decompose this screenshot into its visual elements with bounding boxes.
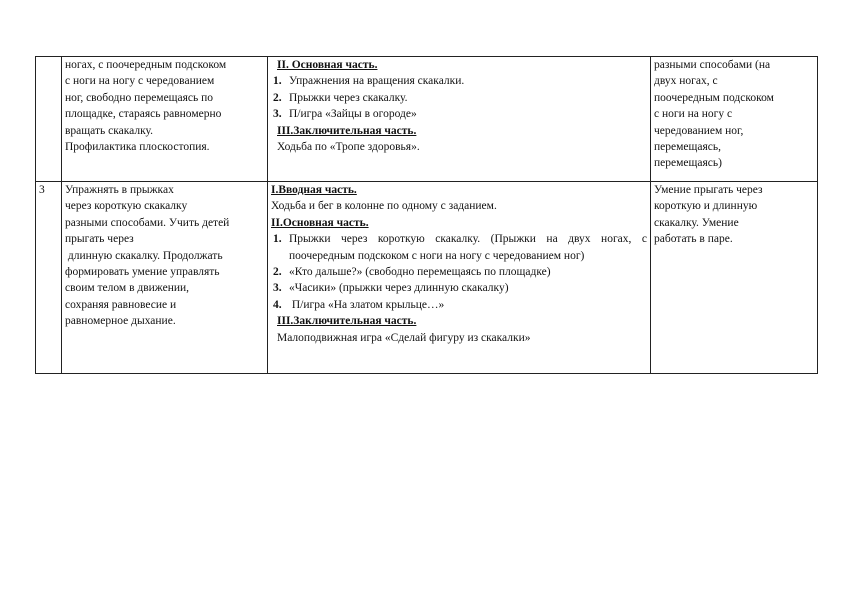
main-items-list: [271, 73, 647, 122]
section-heading-final: III.Заключительная часть.: [277, 124, 417, 137]
result-cell: [651, 57, 818, 182]
table-row: [36, 182, 818, 374]
lesson-plan-table: [35, 56, 818, 374]
goal-line: своим телом в движении,: [65, 282, 190, 295]
section-heading-main: II.Основная часть.: [271, 216, 369, 229]
list-item: [271, 106, 647, 122]
result-line: короткую и длинную: [654, 200, 758, 213]
item-number: 4.: [273, 298, 282, 311]
list-item: [271, 90, 647, 106]
result-line: скакалку. Умение: [654, 216, 739, 229]
list-item: [271, 264, 647, 280]
goal-line: формировать умение управлять: [65, 266, 220, 279]
intro-text: Ходьба и бег в колонне по одному с заданием.: [271, 200, 497, 213]
list-item: [271, 231, 647, 264]
result-line: перемещаясь): [654, 157, 722, 170]
goal-cell: [62, 57, 268, 182]
result-line: с ноги на ногу с: [654, 108, 733, 121]
item-text: П/игра «На златом крыльце…»: [289, 298, 445, 311]
list-item: [271, 280, 647, 296]
item-text: «Кто дальше?» (свободно перемещаясь по площадке): [289, 266, 551, 279]
item-number: 3.: [273, 282, 282, 295]
result-line: Умение прыгать через: [654, 184, 763, 196]
item-text: Прыжки через скакалку.: [289, 91, 408, 104]
item-number: 1.: [273, 75, 282, 88]
goal-line: Профилактика плоскостопия.: [65, 141, 210, 154]
final-text: Ходьба по «Тропе здоровья».: [277, 141, 420, 154]
item-text: Прыжки через короткую скакалку. (Прыжки на двух ногах, с поочередным подскоком с ноги на ногу с чередованием ног): [289, 233, 647, 262]
list-item: [271, 297, 647, 313]
goal-cell: [62, 182, 268, 374]
result-line: работать в паре.: [654, 233, 733, 246]
goal-line: площадке, стараясь равномерно: [65, 108, 222, 121]
goal-line: равномерное дыхание.: [65, 315, 176, 328]
item-number: 2.: [273, 91, 282, 104]
goal-line: ногах, с поочередным подскоком: [65, 59, 227, 71]
table-row: [36, 57, 818, 182]
section-heading-final: III.Заключительная часть.: [277, 315, 417, 328]
item-text: «Часики» (прыжки через длинную скакалку): [289, 282, 509, 295]
result-line: чередованием ног,: [654, 124, 744, 137]
item-number: 3.: [273, 108, 282, 121]
item-number: 2.: [273, 266, 282, 279]
goal-line: вращать скакалку.: [65, 124, 153, 137]
row-number: 3: [39, 184, 45, 196]
content-cell: [268, 57, 651, 182]
final-text: Малоподвижная игра «Сделай фигуру из скакалки»: [277, 331, 531, 344]
content-cell: [268, 182, 651, 374]
item-number: 1.: [273, 233, 282, 246]
result-line: разными способами (на: [654, 59, 771, 71]
list-item: [271, 73, 647, 89]
goal-line: сохраняя равновесие и: [65, 298, 177, 311]
result-line: перемещаясь,: [654, 141, 721, 154]
goal-line: через короткую скакалку: [65, 200, 188, 213]
section-heading-intro: I.Вводная часть.: [271, 184, 357, 196]
row-number-cell: [36, 182, 62, 374]
item-text: Упражнения на вращения скакалки.: [289, 75, 465, 88]
goal-line: Упражнять в прыжках: [65, 184, 174, 196]
goal-line: длинную скакалку. Продолжать: [65, 249, 223, 262]
section-heading-main: II. Основная часть.: [277, 59, 378, 71]
goal-line: с ноги на ногу с чередованием: [65, 75, 215, 88]
goal-line: разными способами. Учить детей: [65, 216, 230, 229]
result-cell: [651, 182, 818, 374]
row-number-cell: [36, 57, 62, 182]
result-line: поочередным подскоком: [654, 91, 774, 104]
main-items-list: [271, 231, 647, 313]
goal-line: ног, свободно перемещаясь по: [65, 91, 214, 104]
item-text: П/игра «Зайцы в огороде»: [289, 108, 417, 121]
goal-line: прыгать через: [65, 233, 134, 246]
result-line: двух ногах, с: [654, 75, 718, 88]
